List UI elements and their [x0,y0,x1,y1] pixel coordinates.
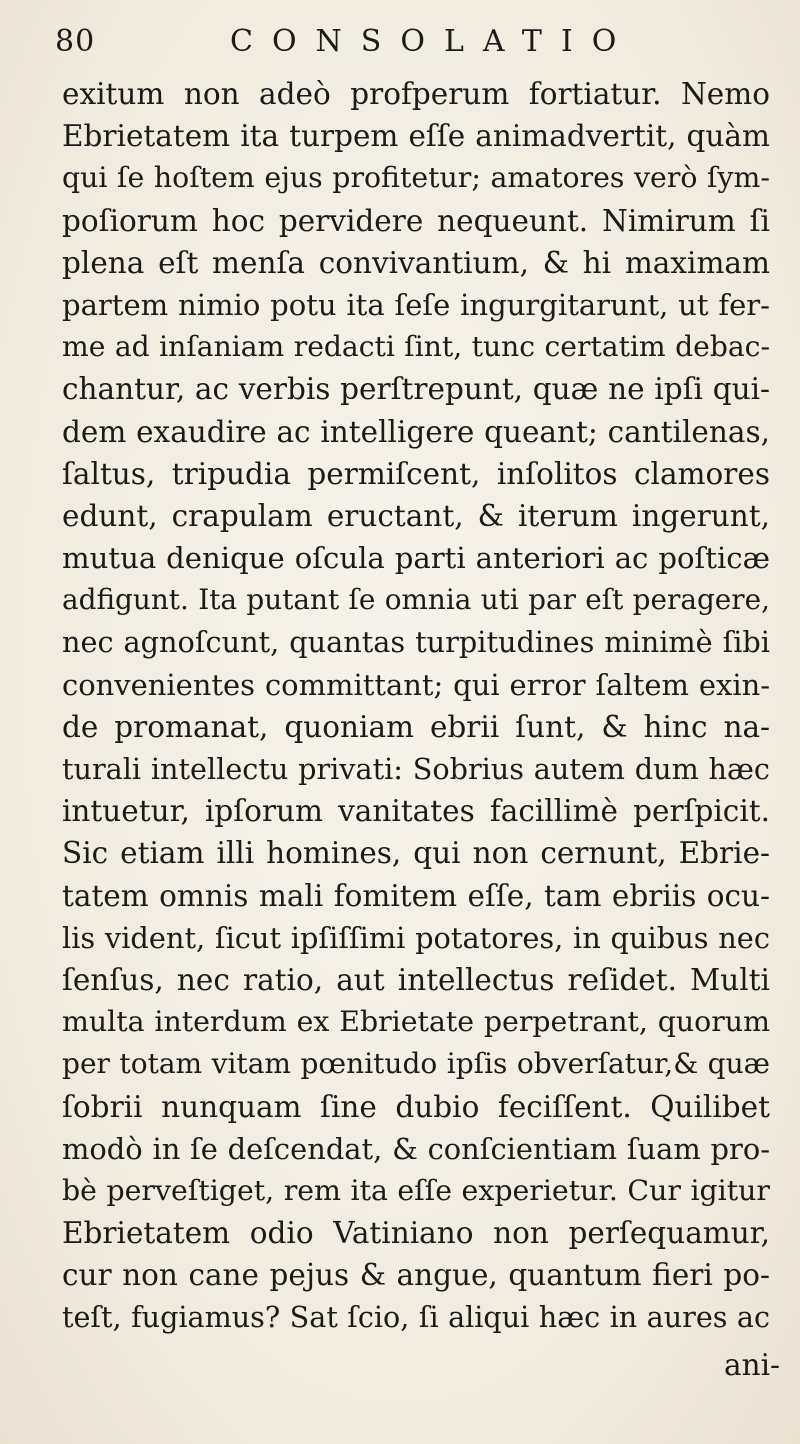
text-line: Ebrietatem ita turpem eſſe animadvertit, quàm [62,119,770,154]
text-line: de promanat, quoniam ebrii ſunt, & hinc na- [62,709,770,744]
text-line: dem exaudire ac intelligere queant; cantilenas, [62,414,770,449]
running-head: CONSOLATIO [230,24,636,59]
text-line: nec agnoſcunt, quantas turpitudines minimè ſibi [62,625,770,660]
text-line: turali intellectu privati: Sobrius autem dum hæc [62,752,770,786]
text-line: convenientes committant; qui error ſaltem exin- [62,667,770,702]
text-line: Ebrietatem odio Vatiniano non perſequamur, [62,1216,770,1251]
text-line: ſobrii nunquam ſine dubio feciſſent. Quilibet [62,1089,770,1124]
text-line: ſaltus, tripudia permiſcent, inſolitos clamores [62,456,770,491]
text-line: multa interdum ex Ebrietate perpetrant, quorum [62,1005,770,1039]
catchword: ani- [724,1348,780,1382]
text-line: lis vident, ſicut ipſiſſimi potatores, in quibus nec [62,920,770,955]
text-line: tatem omnis mali fomitem eſſe, tam ebriis ocu- [62,878,770,913]
text-line: mutua denique oſcula parti anteriori ac poſticæ [62,541,770,576]
text-line: edunt, crapulam eructant, & iterum ingerunt, [62,498,770,533]
text-line: poſiorum hoc pervidere nequeunt. Nimirum ſi [62,203,770,238]
text-line: teſt, fugiamus? Sat ſcio, ſi aliqui hæc in aures ac [62,1300,770,1335]
text-line: chantur, ac verbis perſtrepunt, quæ ne ipſi qui- [62,372,770,407]
text-line: Sic etiam illi homines, qui non cernunt, Ebrie- [62,836,770,871]
text-line: ſenſus, nec ratio, aut intellectus reſidet. Multi [62,962,770,997]
text-line: cur non cane pejus & angue, quantum fieri po- [62,1258,770,1293]
text-line: plena eſt menſa convivantium, & hi maximam [62,245,770,280]
page-number: 80 [55,24,96,59]
text-line: adfigunt. Ita putant ſe omnia uti par eſt peragere, [62,583,770,617]
text-line: qui ſe hoſtem ejus profitetur; amatores verò ſym- [62,161,770,195]
text-line: modò in ſe deſcendat, & conſcientiam ſuam pro- [62,1131,770,1166]
text-line: bè perveſtiget, rem ita eſſe experietur. Cur igitur [62,1173,770,1207]
text-line: per totam vitam pœnitudo ipſis obverſatur,& quæ [62,1047,770,1081]
body-text [62,73,770,1339]
text-line: me ad inſaniam redacti ſint, tunc certatim debac- [62,330,770,364]
text-line: exitum non adeò profperum fortiatur. Nemo [62,77,770,111]
text-line: intuetur, ipſorum vanitates facillimè perſpicit. [62,794,770,829]
text-line: partem nimio potu ita ſeſe ingurgitarunt, ut fer- [62,287,770,322]
page-header [55,22,755,62]
